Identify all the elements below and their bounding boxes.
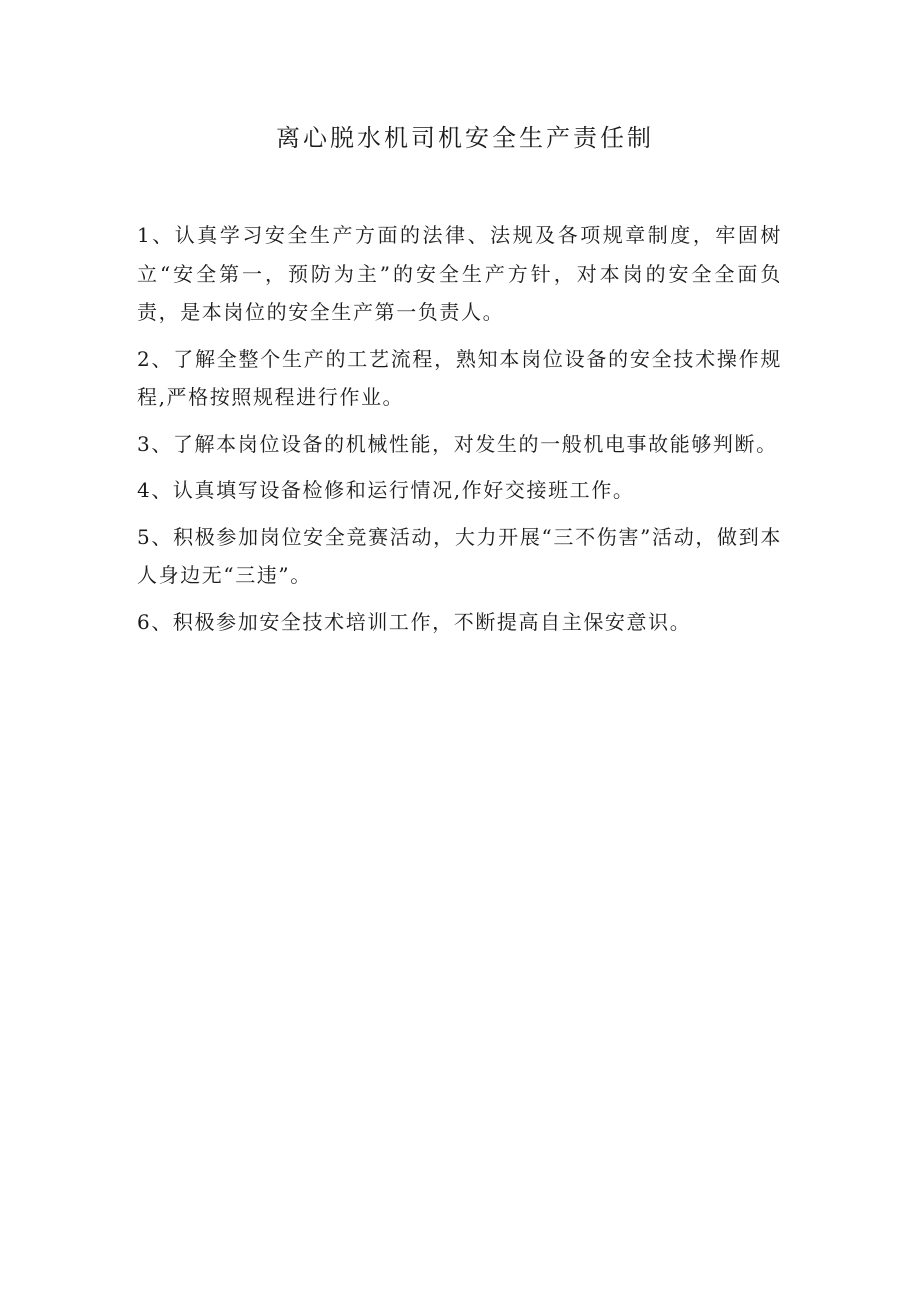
clause-2: 2、了解全整个生产的工艺流程，熟知本岗位设备的安全技术操作规程,严格按照规程进行作业。 <box>137 346 782 409</box>
clause-4: 4、认真填写设备检修和运行情况,作好交接班工作。 <box>137 478 635 502</box>
clause-3: 3、了解本岗位设备的机械性能，对发生的一般机电事故能够判断。 <box>137 431 778 456</box>
clause-1: 1、认真学习安全生产方面的法律、法规及各项规章制度，牢固树立“安全第一，预防为主”的安全生产方针，对本岗的安全全面负责，是本岗位的安全生产第一负责人。 <box>137 223 782 324</box>
document-title: 离心脱水机司机安全生产责任制 <box>276 124 654 152</box>
clause-list <box>137 216 782 649</box>
clause-6: 6、积极参加安全技术培训工作，不断提高自主保安意识。 <box>137 609 692 634</box>
clause-5: 5、积极参加岗位安全竞赛活动，大力开展“三不伤害”活动，做到本人身边无“三违”。 <box>137 524 782 587</box>
